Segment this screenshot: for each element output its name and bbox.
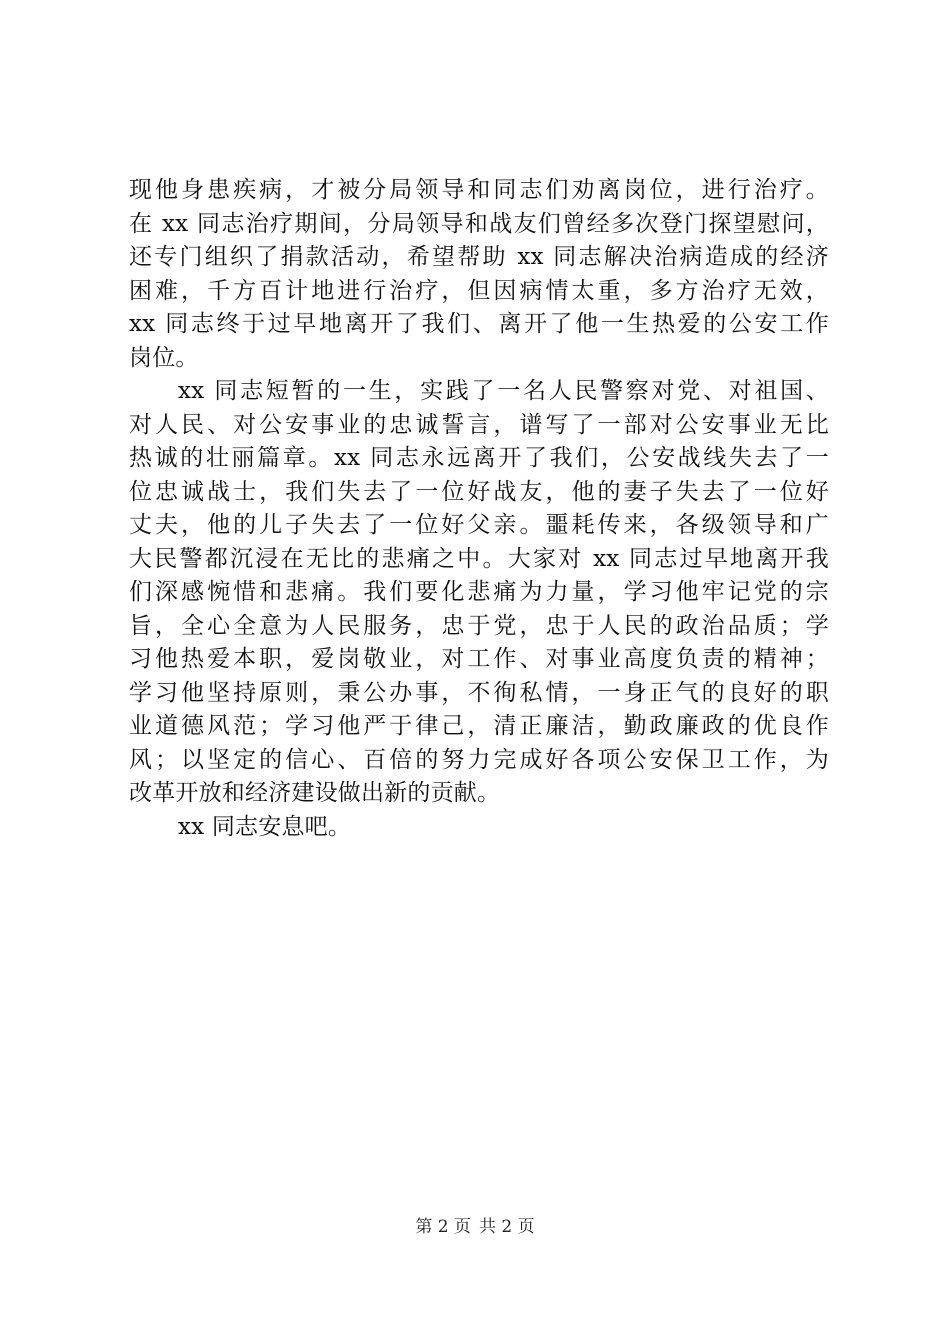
text-line: xx 同志短暂的一生，实践了一名人民警察对党、对祖国、 — [178, 378, 829, 404]
text-line: 改革开放和经济建设做出新的贡献。 — [129, 780, 501, 806]
text-line: 旨，全心全意为人民服务，忠于党，忠于人民的政治品质；学 — [129, 612, 829, 639]
paragraph — [129, 174, 829, 375]
text-line: 热诚的壮丽篇章。xx 同志永远离开了我们，公安战线失去了一 — [129, 445, 829, 471]
paragraph — [129, 375, 829, 811]
document-body — [129, 174, 829, 844]
text-line: xx 同志终于过早地离开了我们、离开了他一生热爱的公安工作 — [129, 311, 829, 337]
page-total: 共 2 页 — [479, 1217, 535, 1237]
text-line: 们深感惋惜和悲痛。我们要化悲痛为力量，学习他牢记党的宗 — [129, 579, 829, 605]
text-line: 学习他坚持原则，秉公办事，不徇私情，一身正气的良好的职 — [129, 679, 829, 706]
text-line: 对人民、对公安事业的忠诚誓言，谱写了一部对公安事业无比 — [129, 411, 829, 438]
text-line: 业道德风范；学习他严于律己，清正廉洁，勤政廉政的优良作 — [129, 713, 829, 739]
text-line: 岗位。 — [129, 344, 199, 371]
paragraph — [129, 811, 829, 845]
text-line: 还专门组织了捐款活动，希望帮助 xx 同志解决治病造成的经济 — [129, 244, 829, 270]
text-line: 丈夫，他的儿子失去了一位好父亲。噩耗传来，各级领导和广 — [129, 512, 829, 538]
page-footer — [0, 1216, 950, 1238]
text-line: 风；以坚定的信心、百倍的努力完成好各项公安保卫工作，为 — [129, 746, 829, 773]
text-line: xx 同志安息吧。 — [178, 813, 352, 840]
text-line: 困难，千方百计地进行治疗，但因病情太重，多方治疗无效， — [129, 277, 829, 304]
text-line: 现他身患疾病，才被分局领导和同志们劝离岗位，进行治疗。 — [129, 177, 829, 203]
text-line: 在 xx 同志治疗期间，分局领导和战友们曾经多次登门探望慰问， — [129, 210, 829, 237]
text-line: 习他热爱本职，爱岗敬业，对工作、对事业高度负责的精神； — [129, 646, 829, 672]
text-line: 大民警都沉浸在无比的悲痛之中。大家对 xx 同志过早地离开我 — [129, 545, 829, 572]
text-line: 位忠诚战士，我们失去了一位好战友，他的妻子失去了一位好 — [129, 478, 829, 505]
page-number: 第 2 页 — [415, 1217, 471, 1237]
